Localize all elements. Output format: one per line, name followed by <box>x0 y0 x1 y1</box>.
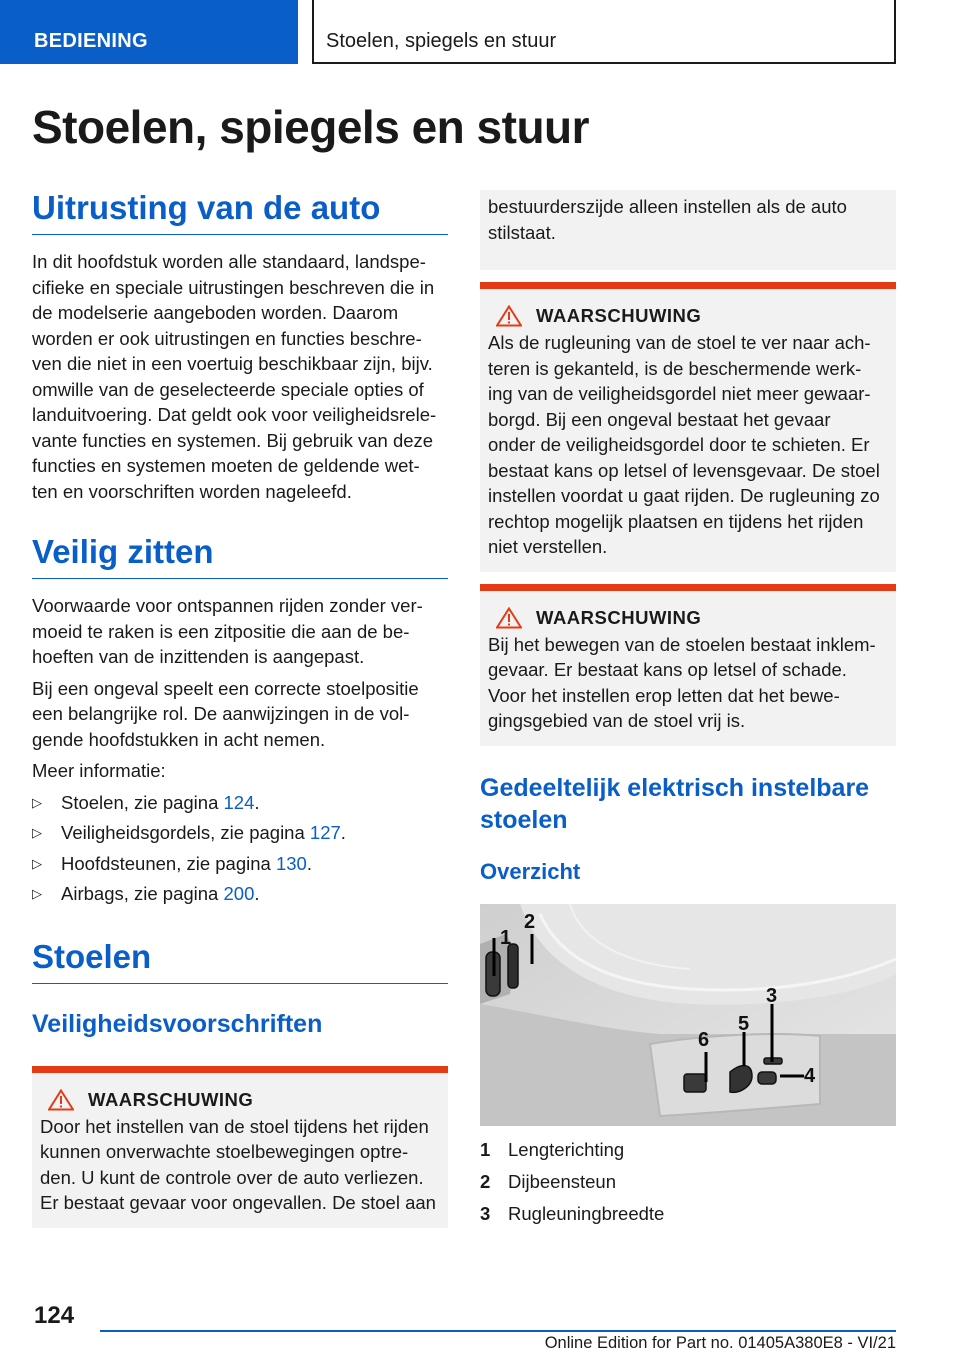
figure-legend <box>480 1134 896 1230</box>
bullet-text: Veiligheidsgordels, zie pagina <box>61 822 310 843</box>
legend-number: 1 <box>480 1138 491 1160</box>
text-line: omwille van de geselecteerde speciale opties of <box>32 378 424 400</box>
bullet-end: . <box>254 883 260 904</box>
text-line: teren is gekanteld, is de beschermende werk- <box>488 357 862 379</box>
legend-text: Dijbeensteun <box>508 1170 616 1192</box>
heading-line: Gedeeltelijk elektrisch instelbare <box>480 773 870 802</box>
footer-divider <box>100 1330 896 1332</box>
warning-box-pinching <box>480 584 896 746</box>
chapter-header <box>312 0 896 64</box>
warning-box <box>32 1066 448 1228</box>
page-number: 124 <box>34 1302 75 1329</box>
list-item <box>32 851 448 877</box>
text-line: de modelserie aangeboden worden. Daarom <box>32 302 399 323</box>
more-info-list <box>32 790 448 907</box>
bullet-end: . <box>306 852 312 874</box>
page-link[interactable]: 200 <box>223 883 255 904</box>
legend-text: Lengterichting <box>508 1138 625 1160</box>
text-line: functies en systemen moeten de geldende wet- <box>32 455 420 476</box>
left-column <box>32 188 448 1228</box>
warning-header <box>40 1089 440 1111</box>
callout-label-4: 4 <box>804 1064 816 1087</box>
text-line: Voor het instellen erop letten dat het bewe- <box>488 684 840 706</box>
page-title: Stoelen, spiegels en stuur <box>32 101 590 153</box>
seating-paragraph-1 <box>32 593 448 670</box>
list-item <box>32 820 448 846</box>
text-line: Door het instellen van de stoel tijdens het rijden <box>40 1115 429 1137</box>
text-line: borgd. Bij een ongeval bestaat het gevaar <box>488 408 831 430</box>
chapter-label: Stoelen, spiegels en stuur <box>326 30 557 52</box>
legend-item <box>480 1166 896 1198</box>
text-line: hoeften van de inzittenden is aangepast. <box>32 646 365 667</box>
text-line: gevaar. Er bestaat kans op letsel of schade. <box>488 659 847 680</box>
warning-continuation <box>480 190 896 270</box>
text-line: een belangrijke rol. De aanwijzingen in de vol- <box>32 703 410 724</box>
legend-item <box>480 1134 896 1166</box>
warning-triangle-icon <box>496 305 522 327</box>
callout-label-3: 3 <box>766 984 778 1007</box>
bullet-text: Hoofdsteunen, zie pagina <box>61 852 276 874</box>
text-line: gingsgebied van de stoel vrij is. <box>488 710 746 731</box>
seat-illustration <box>480 904 896 1126</box>
section-label: BEDIENING <box>34 30 148 52</box>
legend-text: Rugleuningbreedte <box>508 1202 665 1224</box>
equipment-paragraph <box>32 249 448 504</box>
warning-box-backrest <box>480 282 896 572</box>
text-line: worden er ook uitrustingen en functies beschre- <box>32 327 422 349</box>
section-tab <box>0 0 298 64</box>
text-line: vante functies en systemen. Bij gebruik van deze <box>32 429 434 451</box>
text-line: Bij het bewegen van de stoelen bestaat inklem- <box>488 633 876 655</box>
text-line: ven die niet in een voertuig beschikbaar zijn, bijv. <box>32 353 433 374</box>
right-column <box>480 190 896 1230</box>
page-link[interactable]: 127 <box>309 822 341 843</box>
callout-label-6: 6 <box>698 1028 710 1051</box>
callout-label-5: 5 <box>738 1012 750 1035</box>
text-line: ing van de veiligheidsgordel niet meer gewaar- <box>488 383 871 404</box>
section-heading-seats: Stoelen <box>32 937 448 984</box>
footer-edition: Online Edition for Part no. 01405A380E8 - VI/21 <box>544 1334 896 1352</box>
text-line: bestuurderszijde alleen instellen als de auto <box>488 196 847 217</box>
subheading-overview: Overzicht <box>480 858 581 884</box>
section-heading-equipment: Uitrusting van de auto <box>32 188 448 235</box>
seat-controls-figure <box>480 904 896 1126</box>
warning-triangle-icon <box>48 1089 74 1111</box>
triangle-bullet-icon: ▷ <box>32 886 42 901</box>
warning-header <box>488 305 888 327</box>
subheading-safety: Veiligheidsvoorschriften <box>32 1009 323 1038</box>
text-line: onder de veiligheidsgordel door te schieten. Er <box>488 434 870 455</box>
heading-line: stoelen <box>480 805 568 834</box>
text-line: landuitvoering. Dat geldt ook voor veiligheidsrele- <box>32 404 437 425</box>
list-item <box>32 790 448 816</box>
warning-title: WAARSCHUWING <box>536 606 702 628</box>
triangle-bullet-icon: ▷ <box>32 794 42 810</box>
legend-item <box>480 1198 896 1230</box>
legend-number: 3 <box>480 1202 491 1224</box>
text-line: rechtop mogelijk plaatsen en tijdens het rijden <box>488 510 864 532</box>
seating-paragraph-2 <box>32 676 448 753</box>
page-link[interactable]: 124 <box>223 791 255 813</box>
page-link[interactable]: 130 <box>275 852 307 874</box>
text-line: Voorwaarde voor ontspannen rijden zonder ver- <box>32 595 423 616</box>
warning-triangle-icon <box>496 607 522 629</box>
bullet-text: Airbags, zie pagina <box>61 883 224 904</box>
callout-label-1: 1 <box>500 926 512 949</box>
text-line: bestaat kans op letsel of levensgevaar. De stoel <box>488 459 880 481</box>
section-heading-seating: Veilig zitten <box>32 532 448 579</box>
bullet-end: . <box>254 791 260 813</box>
text-line: moeid te raken is een zitpositie die aan de be- <box>32 620 410 642</box>
warning-header <box>488 607 888 629</box>
text-line: kunnen onverwachte stoelbewegingen optre- <box>40 1141 409 1162</box>
text-line: instellen voordat u gaat rijden. De rugleuning zo <box>488 485 880 506</box>
callout-label-2: 2 <box>524 910 536 933</box>
legend-number: 2 <box>480 1170 491 1192</box>
section-heading-electric-seats <box>480 772 896 836</box>
text-line: cifieke en speciale uitrustingen beschreven die in <box>32 276 435 298</box>
warning-title: WAARSCHUWING <box>88 1088 254 1110</box>
text-line: gende hoofdstukken in acht nemen. <box>32 728 326 750</box>
bullet-text: Stoelen, zie pagina <box>61 791 224 813</box>
text-line: Er bestaat gevaar voor ongevallen. De stoel aan <box>40 1192 436 1213</box>
text-line: In dit hoofdstuk worden alle standaard, landspe- <box>32 251 426 272</box>
text-line: stilstaat. <box>488 221 556 243</box>
text-line: niet verstellen. <box>488 536 608 557</box>
text-line: den. U kunt de controle over de auto verliezen. <box>40 1166 424 1188</box>
text-line: Bij een ongeval speelt een correcte stoelpositie <box>32 677 419 699</box>
bullet-end: . <box>340 822 346 843</box>
more-info-label: Meer informatie: <box>32 760 166 781</box>
triangle-bullet-icon: ▷ <box>32 855 42 871</box>
list-item <box>32 881 448 907</box>
triangle-bullet-icon: ▷ <box>32 825 42 840</box>
warning-title: WAARSCHUWING <box>536 305 702 326</box>
text-line: Als de rugleuning van de stoel te ver naar ach- <box>488 332 871 353</box>
text-line: ten en voorschriften worden nageleefd. <box>32 480 352 502</box>
